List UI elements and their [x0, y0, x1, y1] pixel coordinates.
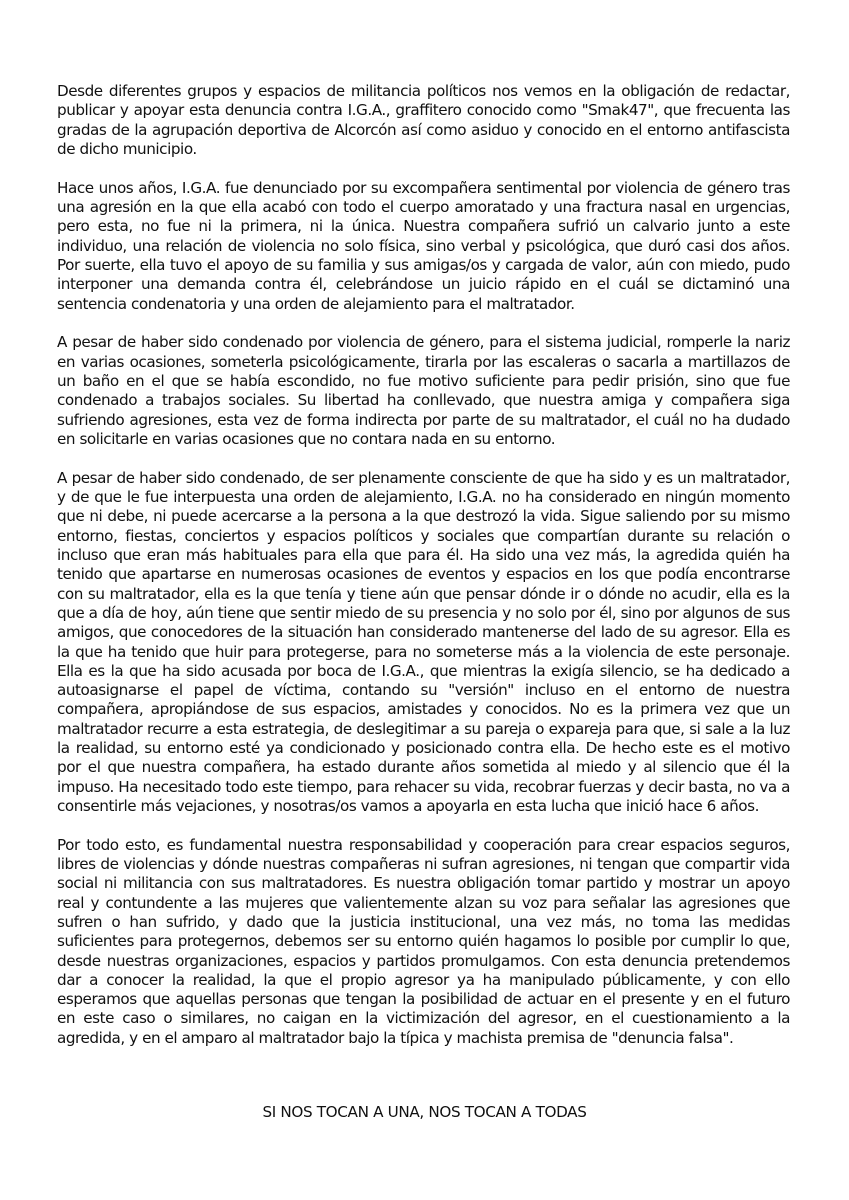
document-body: [57, 82, 790, 1068]
paragraph-sentence: A pesar de haber sido condenado por violencia de género, para el sistema judicial, romperle la nariz en varias ocasiones, someterla psicológicamente, tirarla por las escaleras o sacarla a martillazos de un baño en el que se había escondido, no fue motivo suficiente para pedir prisión, sino que fue condenado a trabajos sociales. Su libertad ha conllevado, que nuestra amiga y compañera siga sufriendo agresiones, esta vez de forma indirecta por parte de su maltratador, el cuál no ha dudado en solicitarle en varias ocasiones que no contara nada en su entorno.: [57, 333, 790, 448]
paragraph-consequences: A pesar de haber sido condenado, de ser plenamente consciente de que ha sido y es un maltratador, y de que le fue interpuesta una orden de alejamiento, I.G.A. no ha considerado en ningún momento que ni debe, ni puede acercarse a la persona a la que destrozó la vida. Sigue saliendo por su mismo entorno, fiestas, conciertos y espacios políticos y sociales que compartían durante su relación o incluso que eran más habituales para ella que para él. Ha sido una vez más, la agredida quién ha tenido que apartarse en numerosas ocasiones de eventos y espacios en los que podía encontrarse con su maltratador, ella es la que tenía y tiene aún que pensar dónde ir o dónde no acudir, ella es la que a día de hoy, aún tiene que sentir miedo de su presencia y no solo por él, sino por algunos de sus amigos, que conocedores de la situación han considerado mantenerse del lado de su agresor. Ella es la que ha tenido que huir para protegerse, para no someterse más a la violencia de este personaje. Ella es la que ha sido acusada por boca de I.G.A., que mientras la exigía silencio, se ha dedicado a autoasignarse el papel de víctima, contando su "versión" incluso en el entorno de nuestra compañera, apropiándose de sus espacios, amistades y conocidos. No es la primera vez que un maltratador recurre a esta estrategia, de deslegitimar a su pareja o expareja para que, si sale a la luz la realidad, su entorno esté ya condicionado y posicionado contra ella. De hecho este es el motivo por el que nuestra compañera, ha estado durante años sometida al miedo y al silencio que él la impuso. Ha necesitado todo este tiempo, para rehacer su vida, recobrar fuerzas y decir basta, no va a consentirle más vejaciones, y nosotras/os vamos a apoyarla en esta lucha que inició hace 6 años.: [57, 468, 790, 815]
closing-slogan: SI NOS TOCAN A UNA, NOS TOCAN A TODAS: [262, 1103, 587, 1121]
paragraph-background: Hace unos años, I.G.A. fue denunciado por su excompañera sentimental por violencia de género tras una agresión en la que ella acabó con todo el cuerpo amoratado y una fractura nasal en urgencias, pero esta, no fue ni la primera, ni la única. Nuestra compañera sufrió un calvario junto a este individuo, una relación de violencia no solo física, sino verbal y psicológica, que duró casi dos años. Por suerte, ella tuvo el apoyo de su familia y sus amigas/os y cargada de valor, aún con miedo, pudo interponer una demanda contra él, celebrándose un juicio rápido en el cuál se dictaminó una sentencia condenatoria y una orden de alejamiento para el maltratador.: [57, 178, 790, 313]
paragraph-call-to-action: Por todo esto, es fundamental nuestra responsabilidad y cooperación para crear espacios seguros, libres de violencias y dónde nuestras compañeras ni sufran agresiones, ni tengan que compartir vida social ni militancia con sus maltratadores. Es nuestra obligación tomar partido y mostrar un apoyo real y contundente a las mujeres que valientemente alzan su voz para señalar las agresiones que sufren o han sufrido, y dado que la justicia institucional, una vez más, no toma las medidas suficientes para protegernos, debemos ser su entorno quién hagamos lo posible por cumplir lo que, desde nuestras organizaciones, espacios y partidos promulgamos. Con esta denuncia pretendemos dar a conocer la realidad, la que el propio agresor ya ha manipulado públicamente, y con ello esperamos que aquellas personas que tengan la posibilidad de actuar en el presente y en el futuro en este caso o similares, no caigan en la victimización del agresor, en el cuestionamiento a la agredida, y en el amparo al maltratador bajo la típica y machista premisa de "denuncia falsa".: [57, 835, 790, 1047]
paragraph-intro: Desde diferentes grupos y espacios de militancia políticos nos vemos en la obligación de redactar, publicar y apoyar esta denuncia contra I.G.A., graffitero conocido como "Smak47", que frecuenta las gradas de la agrupación deportiva de Alcorcón así como asiduo y conocido en el entorno antifascista de dicho municipio.: [57, 82, 790, 158]
